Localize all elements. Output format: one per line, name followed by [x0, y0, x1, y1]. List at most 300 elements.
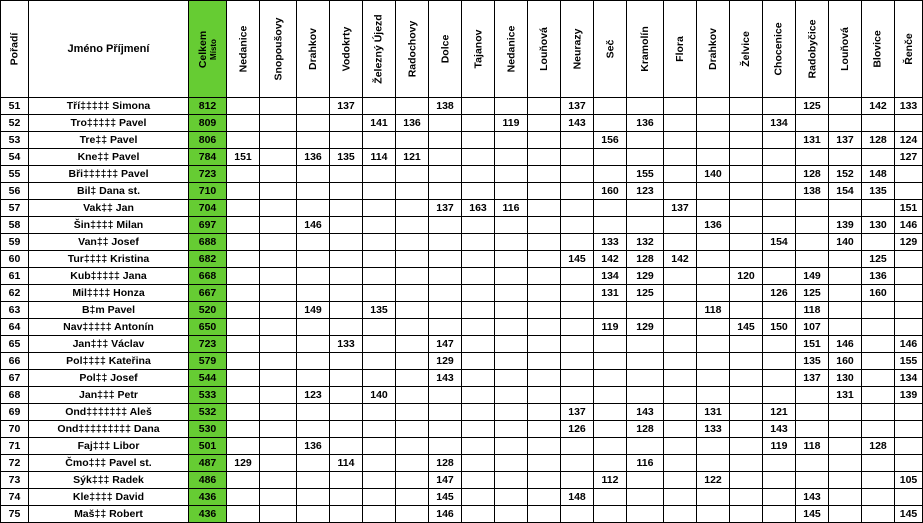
score-cell	[227, 285, 260, 302]
score-cell	[697, 285, 730, 302]
rank-cell: 75	[1, 506, 29, 523]
score-cell	[561, 336, 594, 353]
score-cell	[260, 506, 297, 523]
score-cell: 160	[594, 183, 627, 200]
score-cell	[796, 115, 829, 132]
score-cell: 131	[594, 285, 627, 302]
score-cell	[363, 183, 396, 200]
score-cell: 140	[697, 166, 730, 183]
total-cell: 784	[189, 149, 227, 166]
score-cell	[862, 115, 895, 132]
score-cell	[627, 132, 664, 149]
header-race-label: Louňová	[839, 27, 851, 71]
score-cell	[829, 149, 862, 166]
score-cell	[297, 285, 330, 302]
header-total-sub: Místo	[209, 38, 219, 60]
table-row	[1, 472, 923, 489]
total-cell: 809	[189, 115, 227, 132]
score-cell	[396, 98, 429, 115]
score-cell	[429, 387, 462, 404]
header-race	[561, 1, 594, 98]
score-cell	[594, 489, 627, 506]
score-cell	[363, 200, 396, 217]
score-cell: 155	[895, 353, 923, 370]
score-cell	[627, 98, 664, 115]
score-cell	[664, 438, 697, 455]
score-cell	[495, 183, 528, 200]
score-cell: 154	[763, 234, 796, 251]
score-cell: 123	[297, 387, 330, 404]
score-cell	[227, 234, 260, 251]
score-cell	[730, 149, 763, 166]
score-cell	[895, 166, 923, 183]
total-cell: 697	[189, 217, 227, 234]
name-cell: Pol‡‡ Josef	[29, 370, 189, 387]
score-cell	[396, 302, 429, 319]
score-cell	[594, 166, 627, 183]
score-cell	[462, 336, 495, 353]
score-cell: 140	[829, 234, 862, 251]
name-cell: Vak‡‡ Jan	[29, 200, 189, 217]
score-cell: 145	[796, 506, 829, 523]
score-cell	[495, 370, 528, 387]
total-cell: 682	[189, 251, 227, 268]
score-cell: 129	[429, 353, 462, 370]
score-cell	[495, 302, 528, 319]
score-cell	[260, 353, 297, 370]
score-cell	[297, 455, 330, 472]
score-cell	[363, 268, 396, 285]
score-cell	[862, 506, 895, 523]
score-cell	[495, 217, 528, 234]
score-cell	[730, 132, 763, 149]
score-cell	[730, 421, 763, 438]
score-cell	[495, 404, 528, 421]
score-cell: 124	[895, 132, 923, 149]
score-cell	[528, 166, 561, 183]
score-cell	[697, 319, 730, 336]
score-cell	[561, 387, 594, 404]
score-cell: 136	[697, 217, 730, 234]
score-cell: 138	[796, 183, 829, 200]
score-cell	[664, 149, 697, 166]
table-row	[1, 370, 923, 387]
total-cell: 710	[189, 183, 227, 200]
score-cell	[730, 217, 763, 234]
score-cell	[730, 370, 763, 387]
score-cell	[462, 217, 495, 234]
score-cell: 131	[829, 387, 862, 404]
total-cell: 436	[189, 489, 227, 506]
score-cell: 133	[594, 234, 627, 251]
score-cell: 151	[895, 200, 923, 217]
score-cell	[561, 217, 594, 234]
score-cell: 150	[763, 319, 796, 336]
score-cell	[895, 285, 923, 302]
score-cell	[664, 370, 697, 387]
score-cell	[528, 251, 561, 268]
score-cell	[260, 149, 297, 166]
score-cell	[829, 302, 862, 319]
score-cell: 130	[862, 217, 895, 234]
score-cell	[396, 455, 429, 472]
score-cell: 133	[895, 98, 923, 115]
score-cell	[895, 115, 923, 132]
score-cell: 137	[561, 404, 594, 421]
score-cell	[495, 285, 528, 302]
table-row	[1, 98, 923, 115]
score-cell	[895, 489, 923, 506]
total-cell: 579	[189, 353, 227, 370]
score-cell: 155	[627, 166, 664, 183]
score-cell	[561, 506, 594, 523]
score-cell	[862, 489, 895, 506]
rank-cell: 63	[1, 302, 29, 319]
score-cell	[664, 489, 697, 506]
score-cell	[528, 149, 561, 166]
table-row	[1, 336, 923, 353]
rank-cell: 66	[1, 353, 29, 370]
score-cell	[763, 302, 796, 319]
score-cell	[528, 472, 561, 489]
header-total-label: Celkem	[197, 30, 210, 68]
score-cell: 139	[895, 387, 923, 404]
score-cell	[561, 234, 594, 251]
score-cell	[627, 336, 664, 353]
score-cell: 137	[330, 98, 363, 115]
score-cell	[462, 302, 495, 319]
score-cell: 135	[363, 302, 396, 319]
total-cell: 520	[189, 302, 227, 319]
score-cell: 119	[495, 115, 528, 132]
score-cell	[528, 506, 561, 523]
score-cell	[528, 132, 561, 149]
name-cell: Van‡‡ Josef	[29, 234, 189, 251]
score-cell: 131	[796, 132, 829, 149]
score-cell	[627, 302, 664, 319]
score-cell	[330, 404, 363, 421]
score-cell	[396, 404, 429, 421]
score-cell: 143	[763, 421, 796, 438]
score-cell	[730, 387, 763, 404]
score-cell	[763, 183, 796, 200]
score-cell	[495, 455, 528, 472]
table-row	[1, 115, 923, 132]
header-rank: Pořadí	[1, 1, 29, 98]
score-cell	[396, 268, 429, 285]
header-race	[528, 1, 561, 98]
score-cell	[495, 506, 528, 523]
rank-cell: 64	[1, 319, 29, 336]
header-race	[895, 1, 923, 98]
header-race	[227, 1, 260, 98]
total-cell: 533	[189, 387, 227, 404]
score-cell	[862, 421, 895, 438]
score-cell	[363, 353, 396, 370]
score-cell	[429, 234, 462, 251]
score-cell	[396, 183, 429, 200]
score-cell	[763, 251, 796, 268]
score-cell	[862, 319, 895, 336]
score-cell	[829, 268, 862, 285]
score-cell	[260, 421, 297, 438]
score-cell	[227, 98, 260, 115]
score-cell	[330, 200, 363, 217]
score-cell	[495, 166, 528, 183]
score-cell: 148	[862, 166, 895, 183]
table-row	[1, 319, 923, 336]
name-cell: Tro‡‡‡‡‡ Pavel	[29, 115, 189, 132]
score-cell	[396, 472, 429, 489]
header-race	[730, 1, 763, 98]
score-cell	[330, 115, 363, 132]
total-cell: 723	[189, 166, 227, 183]
table-row	[1, 438, 923, 455]
score-cell: 146	[895, 336, 923, 353]
score-cell	[260, 319, 297, 336]
header-race	[829, 1, 862, 98]
score-cell	[363, 489, 396, 506]
total-cell: 704	[189, 200, 227, 217]
score-cell	[297, 319, 330, 336]
score-cell	[829, 251, 862, 268]
score-cell: 146	[297, 217, 330, 234]
name-cell: Nav‡‡‡‡‡ Antonín	[29, 319, 189, 336]
score-cell	[730, 302, 763, 319]
score-cell	[396, 200, 429, 217]
score-cell	[627, 149, 664, 166]
score-cell	[429, 285, 462, 302]
rank-cell: 62	[1, 285, 29, 302]
score-cell	[796, 200, 829, 217]
score-cell: 142	[664, 251, 697, 268]
score-cell	[697, 387, 730, 404]
score-cell	[363, 506, 396, 523]
total-cell: 486	[189, 472, 227, 489]
score-cell: 129	[627, 268, 664, 285]
score-cell	[297, 506, 330, 523]
score-cell	[664, 319, 697, 336]
score-cell	[495, 489, 528, 506]
score-cell	[594, 200, 627, 217]
table-row	[1, 387, 923, 404]
score-cell: 135	[862, 183, 895, 200]
score-cell: 137	[664, 200, 697, 217]
score-cell	[730, 285, 763, 302]
score-cell	[697, 268, 730, 285]
score-cell: 139	[829, 217, 862, 234]
score-cell	[895, 183, 923, 200]
rank-cell: 51	[1, 98, 29, 115]
score-cell	[829, 472, 862, 489]
score-cell	[627, 506, 664, 523]
score-cell	[330, 472, 363, 489]
score-cell	[561, 285, 594, 302]
score-cell	[462, 438, 495, 455]
name-cell: B‡m Pavel	[29, 302, 189, 319]
header-race-label: Tajanov	[472, 29, 484, 69]
total-cell: 532	[189, 404, 227, 421]
name-cell: Jan‡‡‡ Václav	[29, 336, 189, 353]
score-cell	[363, 472, 396, 489]
score-cell	[763, 336, 796, 353]
total-cell: 544	[189, 370, 227, 387]
score-cell	[396, 285, 429, 302]
name-cell: Pol‡‡‡‡ Kateřina	[29, 353, 189, 370]
score-cell	[561, 166, 594, 183]
score-cell	[528, 268, 561, 285]
score-cell	[730, 438, 763, 455]
score-cell: 116	[495, 200, 528, 217]
score-cell	[330, 387, 363, 404]
header-race-label: Drahkov	[707, 27, 720, 71]
score-cell	[627, 387, 664, 404]
score-cell	[429, 217, 462, 234]
rank-cell: 53	[1, 132, 29, 149]
score-cell	[495, 336, 528, 353]
score-cell: 145	[429, 489, 462, 506]
score-cell: 143	[796, 489, 829, 506]
rank-cell: 73	[1, 472, 29, 489]
name-cell: Kle‡‡‡‡ David	[29, 489, 189, 506]
score-cell	[528, 319, 561, 336]
header-race	[330, 1, 363, 98]
score-cell	[495, 421, 528, 438]
score-cell	[495, 234, 528, 251]
score-cell	[895, 268, 923, 285]
score-cell	[462, 370, 495, 387]
score-cell	[829, 200, 862, 217]
rank-cell: 56	[1, 183, 29, 200]
name-cell: Tří‡‡‡‡‡ Simona	[29, 98, 189, 115]
score-cell	[227, 506, 260, 523]
name-cell: Faj‡‡‡ Libor	[29, 438, 189, 455]
score-cell: 145	[561, 251, 594, 268]
score-cell	[664, 285, 697, 302]
score-cell: 119	[594, 319, 627, 336]
rank-cell: 60	[1, 251, 29, 268]
score-cell	[829, 98, 862, 115]
score-cell	[561, 302, 594, 319]
score-cell	[462, 319, 495, 336]
score-cell: 125	[627, 285, 664, 302]
score-cell: 134	[594, 268, 627, 285]
score-cell	[396, 387, 429, 404]
score-cell	[330, 302, 363, 319]
score-cell	[297, 370, 330, 387]
score-cell	[697, 149, 730, 166]
score-cell	[829, 404, 862, 421]
name-cell: Jan‡‡‡ Petr	[29, 387, 189, 404]
score-cell	[429, 183, 462, 200]
score-cell: 143	[627, 404, 664, 421]
score-cell	[297, 404, 330, 421]
score-cell	[862, 370, 895, 387]
score-cell: 126	[561, 421, 594, 438]
score-cell	[594, 506, 627, 523]
score-cell	[363, 421, 396, 438]
score-cell	[763, 268, 796, 285]
score-cell	[594, 336, 627, 353]
score-cell	[495, 149, 528, 166]
score-cell	[396, 489, 429, 506]
score-cell	[227, 183, 260, 200]
rank-cell: 57	[1, 200, 29, 217]
score-cell	[297, 421, 330, 438]
score-cell	[227, 268, 260, 285]
score-cell	[260, 472, 297, 489]
score-cell: 133	[697, 421, 730, 438]
score-cell	[396, 166, 429, 183]
score-cell: 119	[763, 438, 796, 455]
score-cell	[664, 217, 697, 234]
score-cell: 128	[627, 421, 664, 438]
score-cell	[396, 319, 429, 336]
score-cell: 137	[561, 98, 594, 115]
score-cell: 160	[829, 353, 862, 370]
table-row	[1, 302, 923, 319]
score-cell	[227, 217, 260, 234]
score-cell	[260, 234, 297, 251]
score-cell	[462, 234, 495, 251]
score-cell	[829, 506, 862, 523]
score-cell	[862, 353, 895, 370]
score-cell	[763, 166, 796, 183]
header-race-label: Blovice	[872, 30, 885, 68]
score-cell: 142	[594, 251, 627, 268]
header-race-label: Radochovy	[406, 20, 419, 78]
score-cell: 147	[429, 336, 462, 353]
score-cell: 142	[862, 98, 895, 115]
score-cell: 152	[829, 166, 862, 183]
score-cell	[363, 319, 396, 336]
table-row	[1, 166, 923, 183]
score-cell	[462, 421, 495, 438]
name-cell: Mil‡‡‡‡ Honza	[29, 285, 189, 302]
score-cell	[429, 132, 462, 149]
score-cell	[260, 115, 297, 132]
score-cell: 129	[627, 319, 664, 336]
rank-cell: 54	[1, 149, 29, 166]
score-cell: 121	[396, 149, 429, 166]
score-cell: 136	[627, 115, 664, 132]
score-cell	[664, 353, 697, 370]
score-cell	[227, 353, 260, 370]
score-cell	[260, 489, 297, 506]
score-cell: 146	[429, 506, 462, 523]
score-cell	[763, 506, 796, 523]
score-cell	[260, 336, 297, 353]
score-cell	[697, 234, 730, 251]
table-row	[1, 404, 923, 421]
score-cell	[627, 438, 664, 455]
score-cell	[462, 183, 495, 200]
header-race-label: Železný Újezd	[373, 14, 385, 84]
score-cell	[363, 370, 396, 387]
score-cell	[763, 217, 796, 234]
score-cell	[561, 319, 594, 336]
score-cell	[462, 285, 495, 302]
score-cell: 129	[895, 234, 923, 251]
score-cell	[594, 438, 627, 455]
score-cell	[363, 234, 396, 251]
score-cell	[862, 234, 895, 251]
header-race-label: Dolce	[439, 34, 451, 64]
score-cell: 125	[796, 285, 829, 302]
score-cell	[363, 166, 396, 183]
score-cell	[227, 421, 260, 438]
score-cell	[528, 115, 561, 132]
